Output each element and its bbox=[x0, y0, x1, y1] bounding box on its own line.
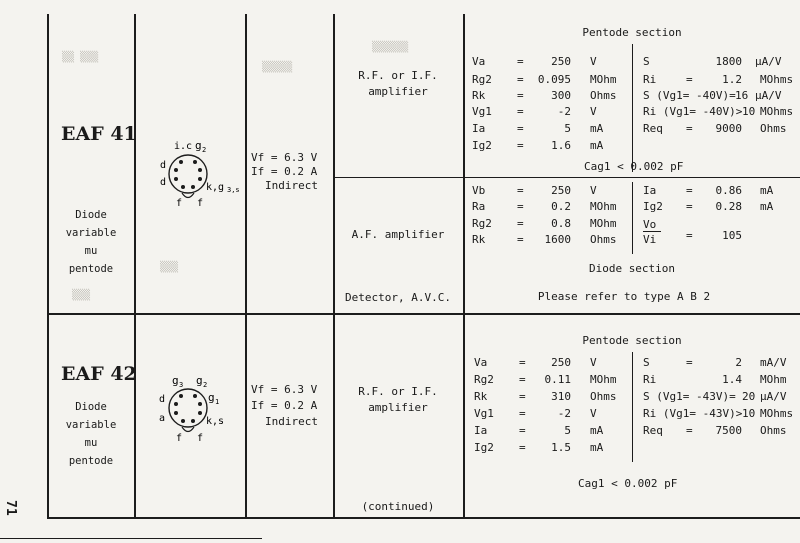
equals-sign: = bbox=[686, 184, 693, 197]
pin-label: 1 bbox=[215, 398, 220, 406]
param-unit: mA bbox=[590, 424, 604, 437]
param-unit: mA bbox=[590, 441, 604, 454]
param-value: 10 bbox=[742, 407, 756, 420]
param-unit: µA/V bbox=[755, 89, 782, 102]
param-unit: V bbox=[590, 55, 597, 68]
param-unit: µA/V bbox=[760, 390, 787, 403]
param-unit: µA/V bbox=[755, 55, 782, 68]
tube-name: EAF 42 bbox=[61, 363, 137, 385]
heater-voltage: Vf = 6.3 V bbox=[251, 151, 318, 164]
param-value: 1.4 bbox=[722, 373, 742, 386]
grid-line bbox=[333, 177, 800, 178]
pin-dot bbox=[198, 168, 202, 172]
param-unit: mA bbox=[760, 200, 774, 213]
param-label: S bbox=[643, 356, 650, 369]
param-value: 0.86 bbox=[715, 184, 742, 197]
param-unit: mA bbox=[760, 184, 774, 197]
param-value: 310 bbox=[551, 390, 571, 403]
application-line: amplifier bbox=[368, 85, 428, 98]
param-value: -2 bbox=[557, 407, 571, 420]
param-value: 5 bbox=[564, 122, 571, 135]
param-unit: Ohms bbox=[590, 390, 617, 403]
pin-label: d bbox=[160, 177, 167, 188]
equals-sign: = bbox=[519, 441, 526, 454]
socket-outline-icon bbox=[169, 155, 207, 193]
bleed-through-mark: ▒▒▒▒▒▒ bbox=[372, 42, 409, 53]
param-label: Ra bbox=[472, 200, 486, 213]
param-label: Ri bbox=[643, 373, 657, 386]
pin-label: 3 bbox=[179, 381, 184, 389]
param-value: 1800 bbox=[715, 55, 742, 68]
gain-value: 105 bbox=[722, 229, 742, 242]
desc-line: mu bbox=[84, 437, 98, 449]
socket-outline-icon bbox=[169, 389, 207, 427]
tube-name: EAF 41 bbox=[61, 123, 137, 145]
param-unit: mA/V bbox=[760, 356, 787, 369]
equals-sign: = bbox=[517, 200, 524, 213]
param-label: Rg2 bbox=[472, 217, 492, 230]
param-unit: V bbox=[590, 356, 597, 369]
param-value: 0.11 bbox=[544, 373, 571, 386]
heater-current: If = 0.2 A bbox=[251, 399, 318, 412]
heater-voltage: Vf = 6.3 V bbox=[251, 383, 318, 396]
equals-sign: = bbox=[517, 55, 524, 68]
equals-sign: = bbox=[517, 139, 524, 152]
param-value: 5 bbox=[564, 424, 571, 437]
bleed-through-mark: ▒▒▒ bbox=[72, 290, 91, 301]
equals-sign: = bbox=[517, 89, 524, 102]
equals-sign: = bbox=[686, 200, 693, 213]
param-unit: mA bbox=[590, 139, 604, 152]
heater-specs bbox=[251, 382, 318, 430]
pin-label: f bbox=[176, 433, 183, 444]
param-value: 9000 bbox=[715, 122, 742, 135]
continued-note: (continued) bbox=[361, 500, 435, 513]
application-rf-if bbox=[334, 384, 462, 416]
param-label: Ia bbox=[643, 184, 657, 197]
desc-line: Diode bbox=[75, 401, 107, 413]
param-value: 0.2 bbox=[551, 200, 571, 213]
pin-dot bbox=[181, 419, 185, 423]
param-label: Vg1 bbox=[472, 105, 492, 118]
equals-sign: = bbox=[686, 122, 693, 135]
param-value: 1.5 bbox=[551, 441, 571, 454]
heater-type: Indirect bbox=[265, 179, 318, 192]
equals-sign: = bbox=[517, 217, 524, 230]
equals-sign: = bbox=[517, 105, 524, 118]
pin-label: g bbox=[195, 139, 202, 152]
pin-label: k,g bbox=[206, 182, 225, 193]
equals-sign: = bbox=[519, 390, 526, 403]
param-unit: MOhm bbox=[760, 373, 787, 386]
pin-label: g bbox=[196, 374, 203, 387]
application-line: R.F. or I.F. bbox=[358, 385, 438, 398]
pin-dot bbox=[174, 168, 178, 172]
application-line: R.F. or I.F. bbox=[358, 69, 438, 82]
bleed-through-mark: ▒▒ ▒▒▒ bbox=[62, 52, 99, 63]
param-label: Ig2 bbox=[472, 139, 492, 152]
tube-description bbox=[46, 206, 136, 278]
pin-label: g bbox=[172, 374, 179, 387]
pin-dot bbox=[198, 411, 202, 415]
param-unit: Ohms bbox=[590, 233, 617, 246]
param-value: 7500 bbox=[715, 424, 742, 437]
pin-label: g bbox=[208, 391, 215, 404]
param-value: 20 bbox=[742, 390, 756, 403]
reference-note: Please refer to type A B 2 bbox=[537, 290, 711, 303]
pin-label: d bbox=[160, 160, 167, 171]
equals-sign: = bbox=[517, 184, 524, 197]
equals-sign: = bbox=[517, 73, 524, 86]
capacitance-note: Cag1 < 0.002 pF bbox=[584, 160, 684, 173]
param-value: 1.2 bbox=[722, 73, 742, 86]
equals-sign: = bbox=[519, 407, 526, 420]
tube-description bbox=[46, 398, 136, 470]
pin-dot bbox=[198, 177, 202, 181]
pin-dot bbox=[179, 394, 183, 398]
param-unit: MOhm bbox=[590, 373, 617, 386]
heater-current: If = 0.2 A bbox=[251, 165, 318, 178]
param-unit: V bbox=[590, 184, 597, 197]
param-value: 10 bbox=[742, 105, 756, 118]
param-label: S (Vg1= -43V)= bbox=[643, 390, 736, 403]
param-label: Rg2 bbox=[472, 73, 492, 86]
param-label: Ia bbox=[472, 122, 486, 135]
equals-sign: = bbox=[686, 356, 693, 369]
pin-dot bbox=[193, 394, 197, 398]
param-unit: Ohms bbox=[760, 122, 787, 135]
param-value: 0.28 bbox=[715, 200, 742, 213]
param-value: 250 bbox=[551, 184, 571, 197]
grid-line bbox=[47, 517, 800, 519]
pin-dot bbox=[191, 419, 195, 423]
param-unit: MOhm bbox=[590, 217, 617, 230]
fraction-bar bbox=[643, 231, 661, 232]
equals-sign: = bbox=[686, 229, 693, 242]
desc-line: mu bbox=[84, 245, 98, 257]
param-label: Ia bbox=[474, 424, 488, 437]
equals-sign: = bbox=[519, 424, 526, 437]
grid-line bbox=[0, 538, 262, 539]
param-label: Va bbox=[474, 356, 488, 369]
pin-dot bbox=[179, 160, 183, 164]
application-detector: Detector, A.V.C. bbox=[345, 291, 451, 304]
param-label: Rg2 bbox=[474, 373, 494, 386]
grid-line bbox=[47, 313, 800, 315]
equals-sign: = bbox=[519, 373, 526, 386]
param-label: Rk bbox=[472, 233, 486, 246]
param-unit: MOhms bbox=[760, 407, 794, 420]
param-label: Ri bbox=[643, 73, 657, 86]
desc-line: pentode bbox=[68, 455, 114, 467]
param-unit: V bbox=[590, 407, 597, 420]
param-value: 250 bbox=[551, 55, 571, 68]
pin-label: i.c bbox=[174, 141, 193, 152]
param-unit: MOhm bbox=[590, 73, 617, 86]
param-unit: MOhms bbox=[760, 73, 794, 86]
param-unit: MOhms bbox=[760, 105, 794, 118]
desc-line: variable bbox=[65, 227, 117, 239]
param-label: Rk bbox=[474, 390, 488, 403]
pin-dot bbox=[193, 160, 197, 164]
pin-label: d bbox=[159, 394, 166, 405]
bleed-through-mark: ▒▒▒ bbox=[160, 262, 179, 273]
capacitance-note: Cag1 < 0.002 pF bbox=[578, 477, 678, 490]
pin-dot bbox=[181, 185, 185, 189]
param-value: 16 bbox=[735, 89, 749, 102]
param-value: 250 bbox=[551, 356, 571, 369]
grid-line bbox=[632, 352, 633, 462]
pin-label: f bbox=[197, 433, 204, 444]
pin-dot bbox=[174, 177, 178, 181]
pin-dot bbox=[174, 411, 178, 415]
param-label: S bbox=[643, 55, 650, 68]
param-unit: V bbox=[590, 105, 597, 118]
pin-dot bbox=[174, 402, 178, 406]
heater-type: Indirect bbox=[265, 415, 318, 428]
desc-line: pentode bbox=[68, 263, 114, 275]
pin-label: f bbox=[197, 198, 204, 208]
param-label: Req bbox=[643, 424, 663, 437]
grid-line bbox=[632, 182, 633, 254]
param-label: Ri (Vg1= -40V)> bbox=[643, 105, 743, 118]
heater-specs bbox=[251, 151, 318, 193]
gain-numerator: Vo bbox=[643, 218, 657, 231]
param-value: 1600 bbox=[544, 233, 571, 246]
param-value: 2 bbox=[735, 356, 742, 369]
desc-line: variable bbox=[65, 419, 117, 431]
param-label: Va bbox=[472, 55, 486, 68]
pin-label: k,s bbox=[206, 416, 225, 427]
equals-sign: = bbox=[517, 233, 524, 246]
bleed-through-mark: ▒▒▒▒▒ bbox=[262, 62, 293, 73]
param-label: Rk bbox=[472, 89, 486, 102]
pin-label: 2 bbox=[202, 146, 207, 154]
param-label: S (Vg1= -40V)= bbox=[643, 89, 736, 102]
application-rf-if bbox=[334, 68, 462, 100]
param-value: 0.095 bbox=[537, 73, 571, 86]
pin-label: a bbox=[159, 413, 166, 424]
page-number: 71 bbox=[3, 500, 18, 516]
param-unit: MOhm bbox=[590, 200, 617, 213]
param-unit: mA bbox=[590, 122, 604, 135]
equals-sign: = bbox=[519, 356, 526, 369]
param-unit: Ohms bbox=[760, 424, 787, 437]
pin-label: f bbox=[176, 198, 183, 208]
pin-label: 3,s bbox=[227, 186, 240, 194]
grid-line bbox=[632, 44, 633, 172]
param-value: 1.6 bbox=[551, 139, 571, 152]
desc-line: Diode bbox=[75, 209, 107, 221]
pin-dot bbox=[198, 402, 202, 406]
gain-denominator: Vi bbox=[643, 233, 657, 246]
pin-label: 2 bbox=[203, 381, 208, 389]
equals-sign: = bbox=[686, 73, 693, 86]
param-value: -2 bbox=[557, 105, 571, 118]
param-label: Ig2 bbox=[643, 200, 663, 213]
section-title: Diode section bbox=[588, 262, 676, 275]
param-label: Ri (Vg1= -43V)> bbox=[643, 407, 743, 420]
param-unit: Ohms bbox=[590, 89, 617, 102]
param-label: Vg1 bbox=[474, 407, 494, 420]
base-pinout-diagram bbox=[148, 368, 244, 448]
application-af: A.F. amplifier bbox=[351, 228, 445, 241]
base-pinout-diagram bbox=[148, 132, 244, 208]
section-title: Pentode section bbox=[582, 26, 682, 39]
application-line: amplifier bbox=[368, 401, 428, 414]
pin-dot bbox=[191, 185, 195, 189]
equals-sign: = bbox=[517, 122, 524, 135]
param-label: Req bbox=[643, 122, 663, 135]
param-value: 300 bbox=[551, 89, 571, 102]
param-label: Ig2 bbox=[474, 441, 494, 454]
equals-sign: = bbox=[686, 424, 693, 437]
param-label: Vb bbox=[472, 184, 486, 197]
param-value: 0.8 bbox=[551, 217, 571, 230]
grid-line bbox=[245, 14, 247, 518]
section-title: Pentode section bbox=[582, 334, 682, 347]
